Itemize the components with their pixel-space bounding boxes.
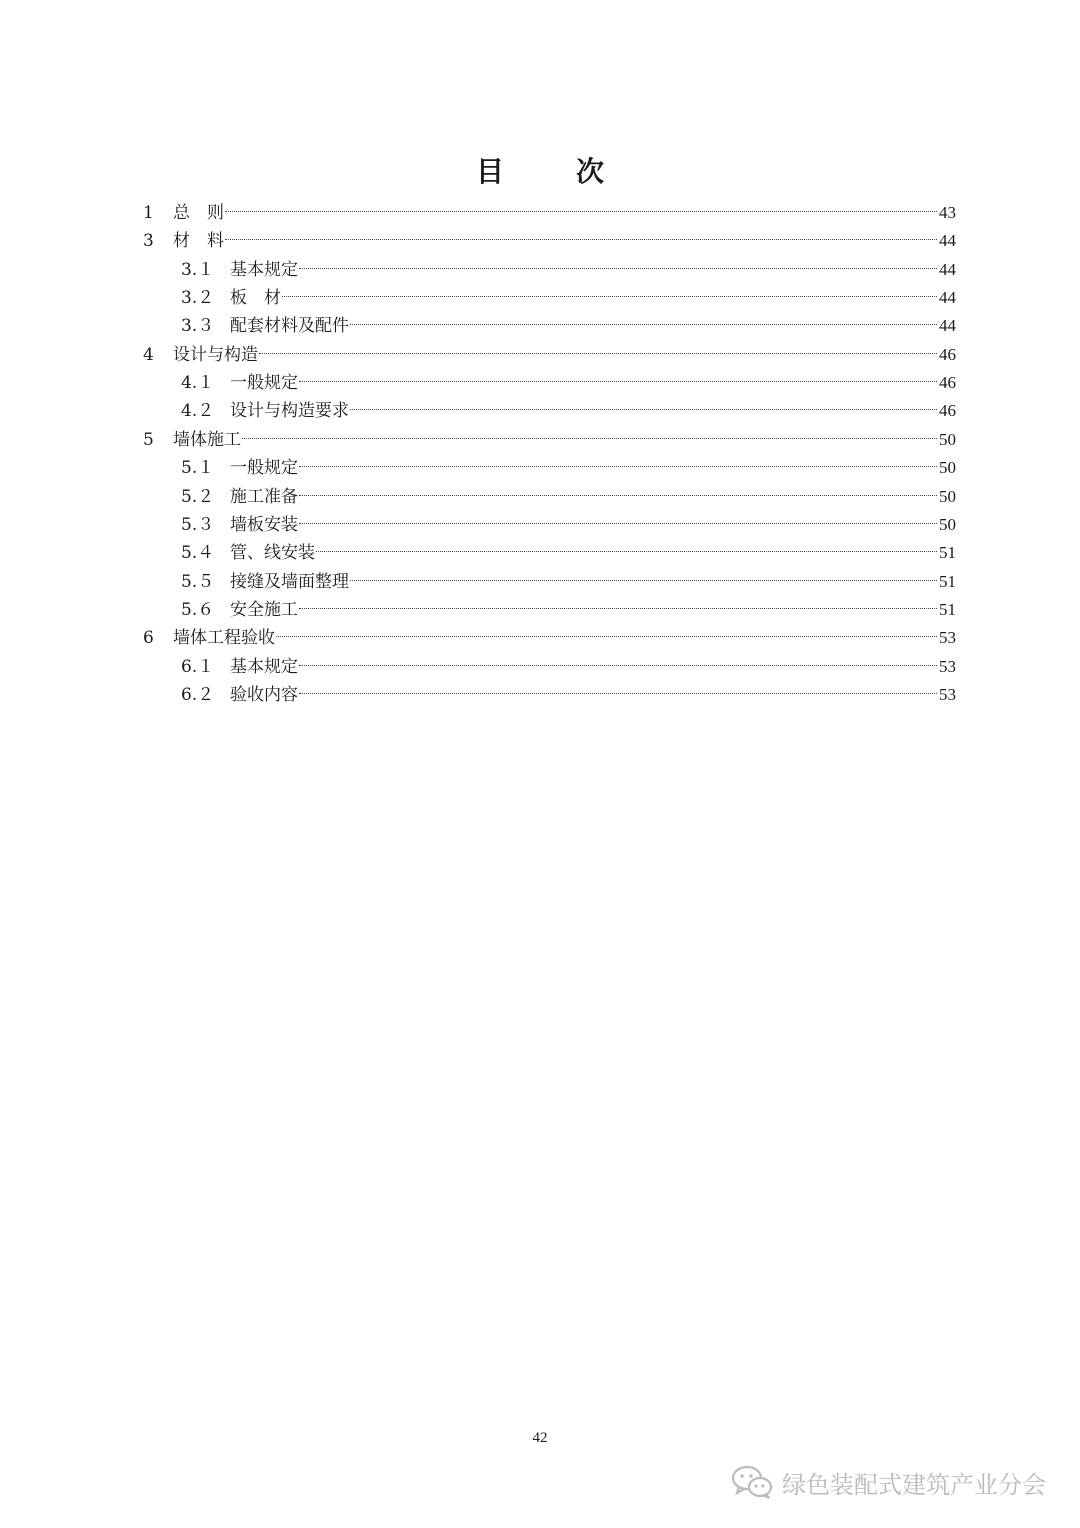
toc-entry-line (230, 596, 956, 624)
toc-entry-label: 安全施工 (230, 599, 298, 620)
toc-entry-page: 44 (939, 259, 956, 279)
toc-title: 目 次 (475, 155, 626, 188)
toc-entry-label: 接缝及墙面整理 (230, 571, 349, 592)
toc-entry-line (230, 483, 956, 511)
toc-entry-page: 50 (939, 514, 956, 534)
toc-entry-number: 3 (143, 231, 154, 252)
toc-entry-label: 墙体施工 (173, 429, 241, 450)
toc-entry-page: 51 (939, 543, 956, 563)
toc-entry-number: 3.３ (181, 316, 215, 337)
dot-leader (282, 296, 937, 297)
toc-entry-label: 材 料 (173, 231, 224, 252)
toc-entry-line (230, 681, 956, 709)
toc-entry-label: 一般规定 (230, 373, 298, 394)
toc-entry-line (230, 454, 956, 482)
toc-entry-line (230, 397, 956, 425)
toc-entry-label: 施工准备 (230, 486, 298, 507)
toc-entry-page: 46 (939, 344, 956, 364)
toc-entry-line (230, 256, 956, 284)
toc-entry-number: 5.６ (181, 599, 215, 620)
toc-entry-number: 4.２ (181, 401, 215, 422)
toc-entry-page: 53 (939, 628, 956, 648)
toc-entry-line (230, 284, 956, 312)
dot-leader (299, 268, 937, 269)
dot-leader (299, 665, 937, 666)
dot-leader (225, 239, 937, 240)
toc-entry-line (173, 227, 956, 255)
toc-entry-page: 46 (939, 373, 956, 393)
toc-entry (0, 284, 1080, 312)
toc-entry-line (173, 426, 956, 454)
toc-entry-number: 5.２ (181, 486, 215, 507)
toc-entry-label: 设计与构造 (173, 344, 258, 365)
dot-leader (350, 580, 937, 581)
dot-leader (299, 495, 937, 496)
toc-entry-page: 46 (939, 401, 956, 421)
toc-entry-page: 44 (939, 231, 956, 251)
toc-entry-label: 墙体工程验收 (173, 628, 275, 649)
toc-entry (0, 256, 1080, 284)
toc-entry-number: 3.１ (181, 259, 215, 280)
toc-entry-number: 5.５ (181, 571, 215, 592)
toc-entry-label: 板 材 (230, 288, 281, 309)
toc-entry-number: 6 (143, 628, 154, 649)
toc-entry (0, 681, 1080, 709)
page-number: 42 (532, 1430, 548, 1446)
toc-entry-page: 43 (939, 203, 956, 222)
toc-entry-number: 3.２ (181, 288, 215, 309)
toc-entry-number: 1 (143, 203, 154, 223)
toc-entry-label: 一般规定 (230, 458, 298, 479)
toc-entry-line (230, 653, 956, 681)
toc-entry (0, 227, 1080, 255)
toc-entry (0, 596, 1080, 624)
toc-entry (0, 483, 1080, 511)
dot-leader (299, 381, 937, 382)
dot-leader (350, 409, 937, 410)
toc-entry-line (230, 511, 956, 539)
toc-entry-number: 4 (143, 344, 154, 365)
dot-leader (299, 523, 937, 524)
toc-entry (0, 397, 1080, 425)
watermark-text: 绿色装配式建筑产业分会 (782, 1470, 1046, 1499)
toc-entry-number: 5.３ (181, 514, 215, 535)
toc-entry-page: 53 (939, 684, 956, 704)
toc-entry-page: 51 (939, 599, 956, 619)
toc-entry-number: 5.４ (181, 543, 215, 564)
toc-entry-page: 50 (939, 429, 956, 449)
toc-entry-label: 设计与构造要求 (230, 401, 349, 422)
toc-entry-line (173, 624, 956, 652)
toc-entry (0, 369, 1080, 397)
toc-entry-number: 4.１ (181, 373, 215, 394)
toc-entry-page: 50 (939, 486, 956, 506)
toc-entry (0, 653, 1080, 681)
toc-entry-label: 基本规定 (230, 656, 298, 677)
dot-leader (350, 324, 937, 325)
dot-leader (316, 551, 937, 552)
toc-entry-line (230, 539, 956, 567)
dot-leader (299, 693, 937, 694)
toc-entry (0, 624, 1080, 652)
toc-entry (0, 312, 1080, 340)
dot-leader (299, 466, 937, 467)
toc-entry-page: 50 (939, 458, 956, 478)
toc-entry (0, 511, 1080, 539)
toc-entry-line (173, 199, 956, 227)
toc-entry-line (230, 369, 956, 397)
toc-entry-label: 验收内容 (230, 684, 298, 705)
toc-entry-page: 53 (939, 656, 956, 676)
toc-entry-line (230, 568, 956, 596)
toc-entry-number: 5.１ (181, 458, 215, 479)
dot-leader (299, 608, 937, 609)
dot-leader (225, 211, 937, 212)
toc-entry (0, 199, 1080, 227)
toc-entry-number: 6.２ (181, 684, 215, 705)
dot-leader (259, 353, 937, 354)
toc-entry (0, 426, 1080, 454)
dot-leader (276, 636, 937, 637)
toc-entry-label: 配套材料及配件 (230, 316, 349, 337)
toc-entry-label: 基本规定 (230, 259, 298, 280)
watermark (730, 1462, 1046, 1502)
toc-entry-line (173, 341, 956, 369)
toc-entry-page: 44 (939, 288, 956, 308)
toc-entry (0, 539, 1080, 567)
toc-entry-label: 墙板安装 (230, 514, 298, 535)
toc-entry (0, 454, 1080, 482)
wechat-icon (730, 1464, 774, 1500)
toc-entry-number: 6.１ (181, 656, 215, 677)
toc-entry-label: 总 则 (173, 203, 224, 223)
dot-leader (242, 438, 937, 439)
toc-entry (0, 568, 1080, 596)
toc-entry-page: 51 (939, 571, 956, 591)
toc-entry-line (230, 312, 956, 340)
toc-entry-page: 44 (939, 316, 956, 336)
toc-entry (0, 341, 1080, 369)
toc-entry-label: 管、线安装 (230, 543, 315, 564)
toc-entry-number: 5 (143, 429, 154, 450)
